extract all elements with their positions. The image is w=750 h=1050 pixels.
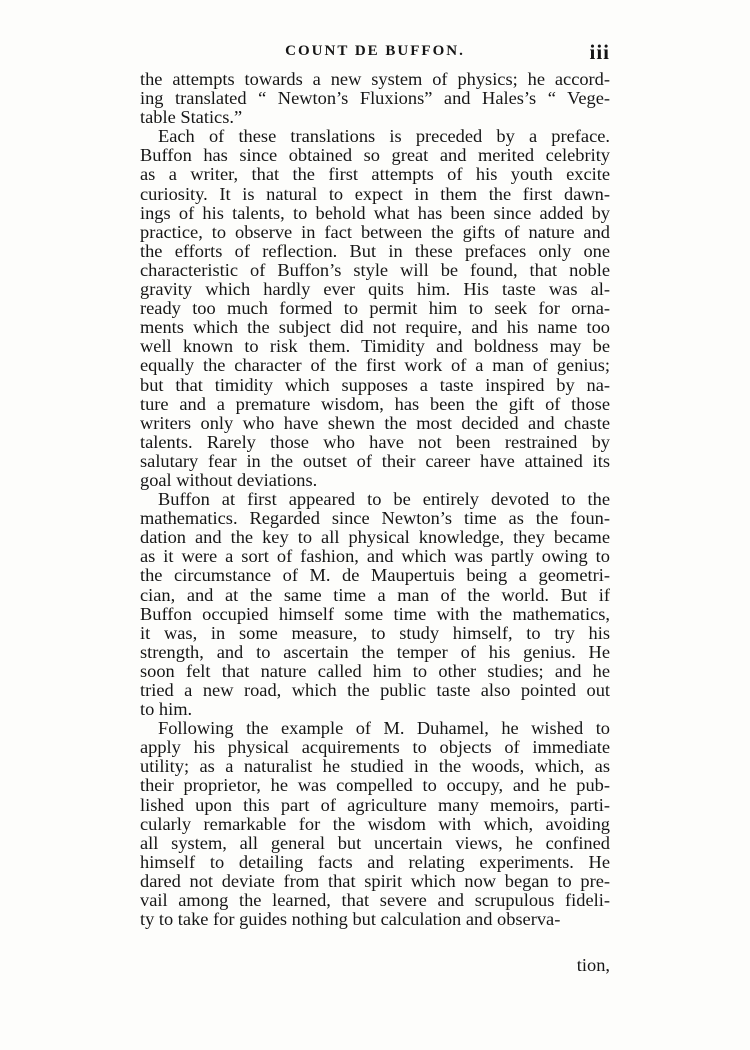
- text-line: their proprietor, he was compelled to occupy, and he pub-: [140, 775, 610, 796]
- text-line: salutary fear in the outset of their career have attained its: [140, 450, 610, 471]
- text-line: Buffon occupied himself some time with the mathematics,: [140, 603, 610, 624]
- catchword: tion,: [576, 955, 610, 975]
- running-head: COUNT DE BUFFON.: [285, 43, 465, 59]
- text-line: to him.: [140, 699, 193, 720]
- paragraph: [140, 719, 610, 929]
- text-line: well known to risk them. Timidity and boldness may be: [140, 336, 610, 357]
- paragraph: [140, 127, 610, 490]
- text-line: but that timidity which supposes a taste inspired by na-: [140, 374, 610, 395]
- paragraph: [140, 490, 610, 719]
- text-line: lished upon this part of agriculture many memoirs, parti-: [140, 794, 610, 815]
- paragraph: [140, 70, 610, 127]
- text-line: dared not deviate from that spirit which now began to pre-: [140, 870, 610, 891]
- text-line: the efforts of reflection. But in these prefaces only one: [140, 240, 610, 261]
- text-line: vail among the learned, that severe and scrupulous fideli-: [140, 890, 610, 911]
- text-line: himself to detailing facts and relating experiments. He: [140, 851, 610, 872]
- text-line: goal without deviations.: [140, 469, 318, 490]
- text-line: curiosity. It is natural to expect in them the first dawn-: [140, 183, 610, 204]
- page-number: iii: [589, 40, 610, 64]
- text-line: utility; as a naturalist he studied in the woods, which, as: [140, 756, 610, 777]
- text-line: writers only who have shewn the most decided and chaste: [140, 412, 610, 433]
- text-line: as it were a sort of fashion, and which was partly owing to: [140, 546, 610, 567]
- text-line: dation and the key to all physical knowledge, they became: [140, 527, 610, 548]
- text-line: the circumstance of M. de Maupertuis being a geometri-: [140, 565, 610, 586]
- text-line: Following the example of M. Duhamel, he wished to: [158, 718, 610, 739]
- text-line: tried a new road, which the public taste also pointed out: [140, 680, 610, 700]
- text-line: Each of these translations is preceded by a preface.: [158, 126, 610, 147]
- text-line: table Statics.”: [140, 107, 243, 128]
- text-line: talents. Rarely those who have not been restrained by: [140, 431, 610, 452]
- text-line: ready too much formed to permit him to seek for orna-: [140, 298, 610, 319]
- text-line: it was, in some measure, to study himself, to try his: [140, 622, 610, 643]
- text-line: ments which the subject did not require, and his name too: [140, 317, 610, 338]
- text-line: as a writer, that the first attempts of his youth excite: [140, 164, 610, 185]
- text-line: strength, and to ascertain the temper of his genius. He: [140, 641, 610, 662]
- text-line: the attempts towards a new system of physics; he accord-: [140, 69, 610, 89]
- text-line: ture and a premature wisdom, has been the gift of those: [140, 393, 610, 414]
- text-line: soon felt that nature called him to other studies; and he: [140, 660, 610, 681]
- text-line: cularly remarkable for the wisdom with which, avoiding: [140, 813, 610, 834]
- text-line: mathematics. Regarded since Newton’s time as the foun-: [140, 508, 610, 529]
- text-line: Buffon at first appeared to be entirely devoted to the: [158, 489, 610, 510]
- text-line: all system, all general but uncertain views, he confined: [140, 832, 610, 853]
- text-line: gravity which hardly ever quits him. His taste was al-: [140, 279, 610, 300]
- text-line: ing translated “ Newton’s Fluxions” and Hales’s “ Vege-: [140, 88, 610, 109]
- text-line: apply his physical acquirements to objects of immediate: [140, 737, 610, 758]
- page-header: [140, 40, 610, 66]
- text-line: ings of his talents, to behold what has been since added by: [140, 202, 610, 223]
- body-text: [140, 70, 610, 929]
- text-line: Buffon has since obtained so great and merited celebrity: [140, 145, 610, 166]
- text-line: cian, and at the same time a man of the world. But if: [140, 584, 610, 605]
- text-line: ty to take for guides nothing but calculation and observa-: [140, 909, 561, 930]
- text-line: equally the character of the first work of a man of genius;: [140, 355, 610, 376]
- text-line: practice, to observe in fact between the gifts of nature and: [140, 221, 610, 242]
- text-line: characteristic of Buffon’s style will be found, that noble: [140, 259, 610, 280]
